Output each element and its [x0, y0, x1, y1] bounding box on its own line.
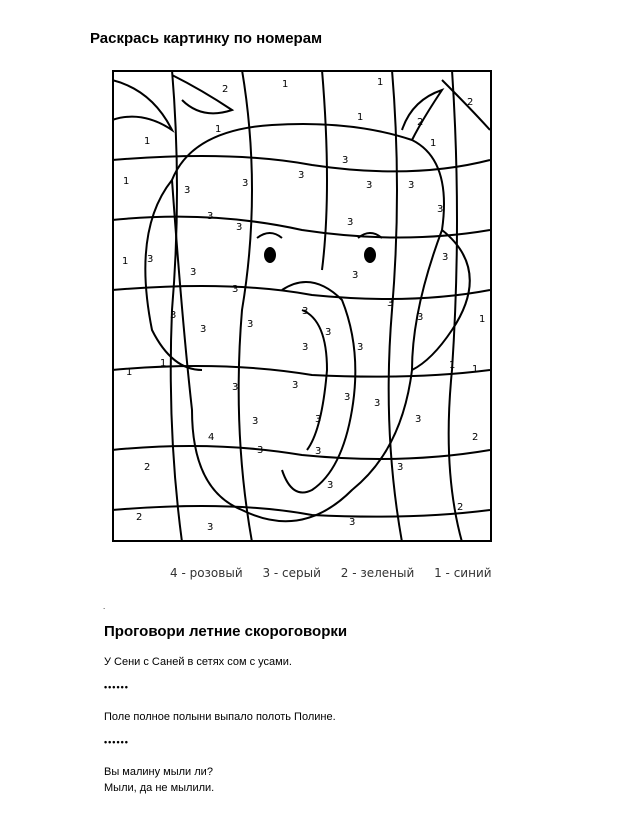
region-number: 3 — [242, 178, 249, 189]
region-number: 3 — [232, 284, 239, 295]
legend-item: 4 - розовый — [170, 566, 243, 580]
region-number: 3 — [327, 480, 334, 491]
region-number: 1 — [282, 79, 289, 90]
region-number: 3 — [252, 416, 259, 427]
region-number: 3 — [437, 204, 444, 215]
region-number: 3 — [200, 324, 207, 335]
region-number: 1 — [479, 314, 486, 325]
region-number: 3 — [344, 392, 351, 403]
region-number: 1 — [160, 358, 167, 369]
region-number: 3 — [298, 170, 305, 181]
tongue-twister: Мыли, да не мылили. — [104, 782, 215, 794]
tongue-twister: Поле полное полыни выпало полоть Полине. — [104, 711, 336, 723]
region-number: 1 — [123, 176, 130, 187]
region-number: 2 — [136, 512, 143, 523]
color-legend — [170, 566, 508, 580]
region-number: 1 — [472, 364, 479, 375]
region-number: 3 — [147, 254, 154, 265]
region-number: 1 — [377, 77, 384, 88]
region-number: 3 — [342, 155, 349, 166]
region-number: 3 — [184, 185, 191, 196]
region-number: 2 — [144, 462, 151, 473]
region-number: 3 — [302, 342, 309, 353]
region-number: 2 — [457, 502, 464, 513]
region-number: 3 — [366, 180, 373, 191]
region-number: 3 — [325, 327, 332, 338]
region-number: 3 — [170, 310, 177, 321]
region-number: 3 — [352, 270, 359, 281]
region-number: 1 — [215, 124, 222, 135]
region-number: 3 — [408, 180, 415, 191]
tongue-twister: Вы малину мыли ли? — [104, 766, 213, 778]
region-number: 1 — [449, 360, 456, 371]
region-number: 3 — [207, 211, 214, 222]
region-number: 3 — [374, 398, 381, 409]
region-number: 2 — [222, 84, 229, 95]
stray-dot: . — [103, 602, 106, 611]
region-number: 1 — [430, 138, 437, 149]
region-number: 2 — [472, 432, 479, 443]
page-title: Раскрась картинку по номерам — [90, 30, 323, 47]
region-number: 3 — [357, 342, 364, 353]
region-number: 3 — [190, 267, 197, 278]
section-title: Проговори летние скороговорки — [104, 623, 348, 640]
region-number: 4 — [208, 432, 215, 443]
region-number: 1 — [122, 256, 129, 267]
region-number: 1 — [144, 136, 151, 147]
region-number: 3 — [349, 517, 356, 528]
region-number: 3 — [387, 298, 394, 309]
tongue-twister: У Сени с Саней в сетях сом с усами. — [104, 656, 292, 668]
legend-item: 3 - серый — [262, 566, 321, 580]
separator: •••••• — [104, 737, 129, 747]
legend-item: 2 - зеленый — [340, 566, 415, 580]
region-number: 3 — [302, 306, 309, 317]
legend-item: 1 - синий — [434, 566, 492, 580]
region-number: 3 — [247, 319, 254, 330]
separator: •••••• — [104, 682, 129, 692]
region-number: 3 — [397, 462, 404, 473]
region-number: 3 — [292, 380, 299, 391]
region-number: 3 — [236, 222, 243, 233]
region-number: 2 — [417, 117, 424, 128]
region-number: 3 — [207, 522, 214, 533]
region-number: 3 — [257, 445, 264, 456]
region-number: 3 — [232, 382, 239, 393]
region-number: 2 — [467, 97, 474, 108]
region-number: 3 — [347, 217, 354, 228]
region-number: 3 — [415, 414, 422, 425]
region-number: 1 — [126, 367, 133, 378]
region-number: 3 — [442, 252, 449, 263]
region-number: 1 — [357, 112, 364, 123]
region-number: 3 — [417, 312, 424, 323]
color-by-number-elephant — [112, 70, 492, 542]
region-number: 3 — [315, 446, 322, 457]
region-number: 3 — [315, 414, 322, 425]
